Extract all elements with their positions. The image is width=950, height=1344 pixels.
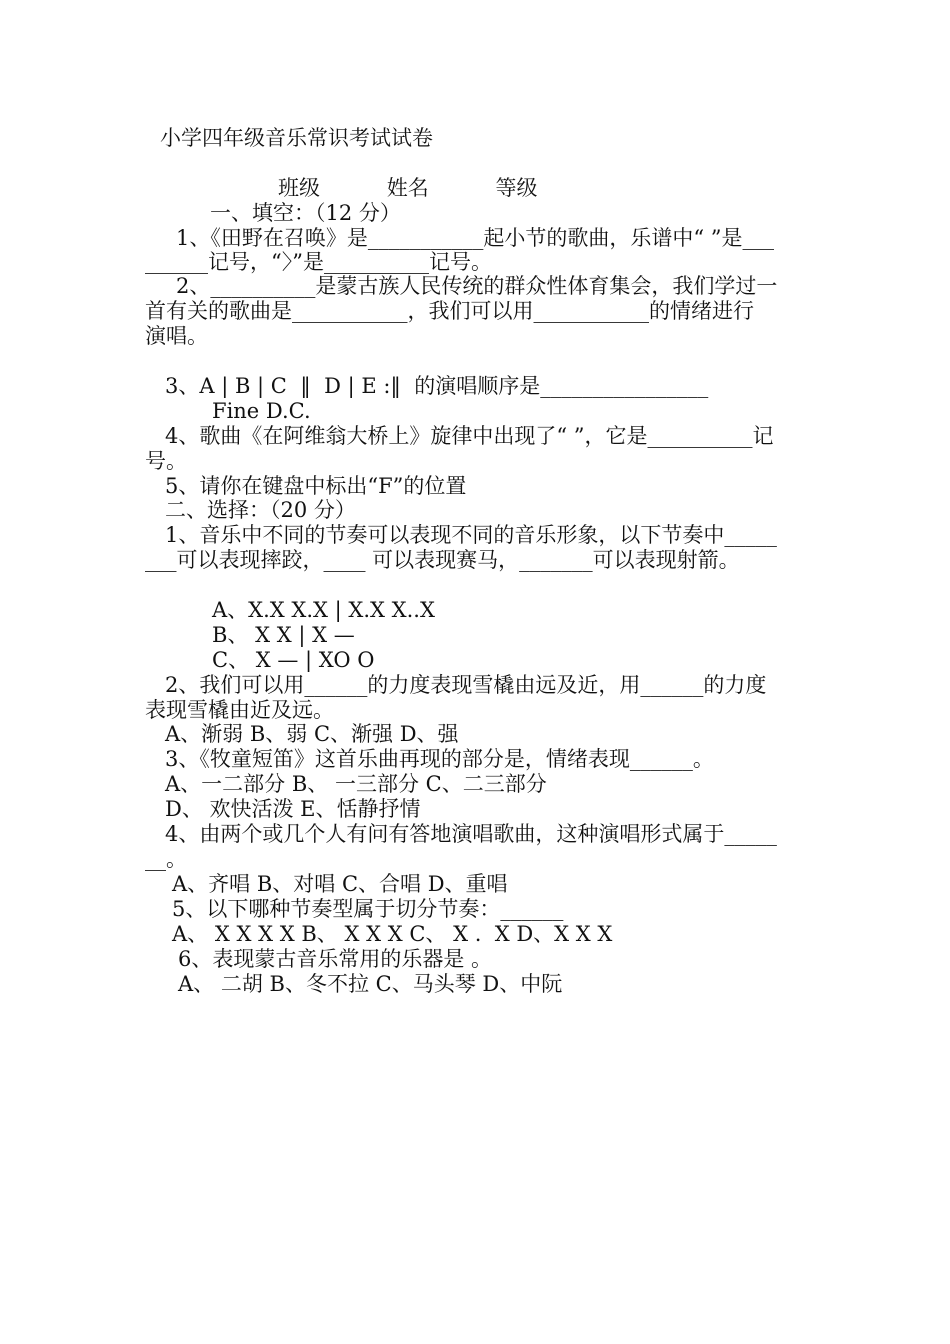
s2-q3-options-line2: D、 欢快活泼 E、恬静抒情 bbox=[165, 797, 421, 821]
s2-q2-options: A、渐弱 B、弱 C、渐强 D、强 bbox=[165, 722, 459, 746]
header-fields: 班级 姓名 等级 bbox=[278, 176, 538, 200]
s1-q3-line1: 3、A | B | C ‖ D | E :‖ 的演唱顺序是________________ bbox=[165, 374, 709, 398]
s2-q1-line1: 1、音乐中不同的节奏可以表现不同的音乐形象，以下节奏中_____ bbox=[165, 523, 777, 547]
s2-q4-line2: __。 bbox=[145, 847, 187, 871]
section1-heading: 一、填空：（12 分） bbox=[210, 201, 401, 225]
s1-q2-line2: 首有关的歌曲是___________，我们可以用___________的情绪进行 bbox=[145, 299, 754, 323]
s2-q2-line2: 表现雪橇由近及远。 bbox=[145, 698, 334, 722]
s2-q5: 5、以下哪种节奏型属于切分节奏：______ bbox=[172, 897, 564, 921]
s1-q2-line1: 2、__________是蒙古族人民传统的群众性体育集会，我们学过一 bbox=[176, 274, 778, 298]
s1-q1-line2: ______记号，“〉”是__________记号。 bbox=[145, 250, 492, 274]
s2-q3: 3、《牧童短笛》这首乐曲再现的部分是，情绪表现______。 bbox=[165, 747, 714, 771]
section2-heading: 二、选择：（20 分） bbox=[165, 498, 356, 522]
s2-q3-options-line1: A、一二部分 B、 一三部分 C、二三部分 bbox=[165, 772, 547, 796]
exam-title: 小学四年级音乐常识考试试卷 bbox=[160, 126, 433, 150]
s2-q5-options: A、 X X X X B、 X X X C、 X . X D、X X X bbox=[172, 922, 613, 946]
s1-q5: 5、请你在键盘中标出“F”的位置 bbox=[165, 474, 467, 498]
s2-q1-line2: ___可以表现摔跤，____ 可以表现赛马，_______可以表现射箭。 bbox=[145, 548, 740, 572]
s2-q4-options: A、齐唱 B、对唱 C、合唱 D、重唱 bbox=[172, 872, 508, 896]
s1-q4-line1: 4、歌曲《在阿维翁大桥上》旋律中出现了“ ”，它是__________记 bbox=[165, 424, 774, 448]
s2-q6-options: A、 二胡 B、冬不拉 C、马头琴 D、中阮 bbox=[178, 972, 563, 996]
s2-q1-option-c: C、 X — | XO O bbox=[212, 648, 375, 672]
s1-q3-line2: Fine D.C. bbox=[212, 399, 311, 423]
s2-q6: 6、表现蒙古音乐常用的乐器是 。 bbox=[178, 947, 493, 971]
s2-q1-option-a: A、X.X X.X | X.X X..X bbox=[212, 598, 435, 622]
s1-q2-line3: 演唱。 bbox=[145, 324, 208, 348]
s1-q4-line2: 号。 bbox=[145, 449, 187, 473]
s1-q1-line1: 1、《田野在召唤》是___________起小节的歌曲，乐谱中“ ”是___ bbox=[176, 226, 775, 250]
s2-q1-option-b: B、 X X | X — bbox=[212, 623, 355, 647]
s2-q4-line1: 4、由两个或几个人有问有答地演唱歌曲，这种演唱形式属于_____ bbox=[165, 822, 777, 846]
s2-q2-line1: 2、我们可以用______的力度表现雪橇由远及近，用______的力度 bbox=[165, 673, 767, 697]
